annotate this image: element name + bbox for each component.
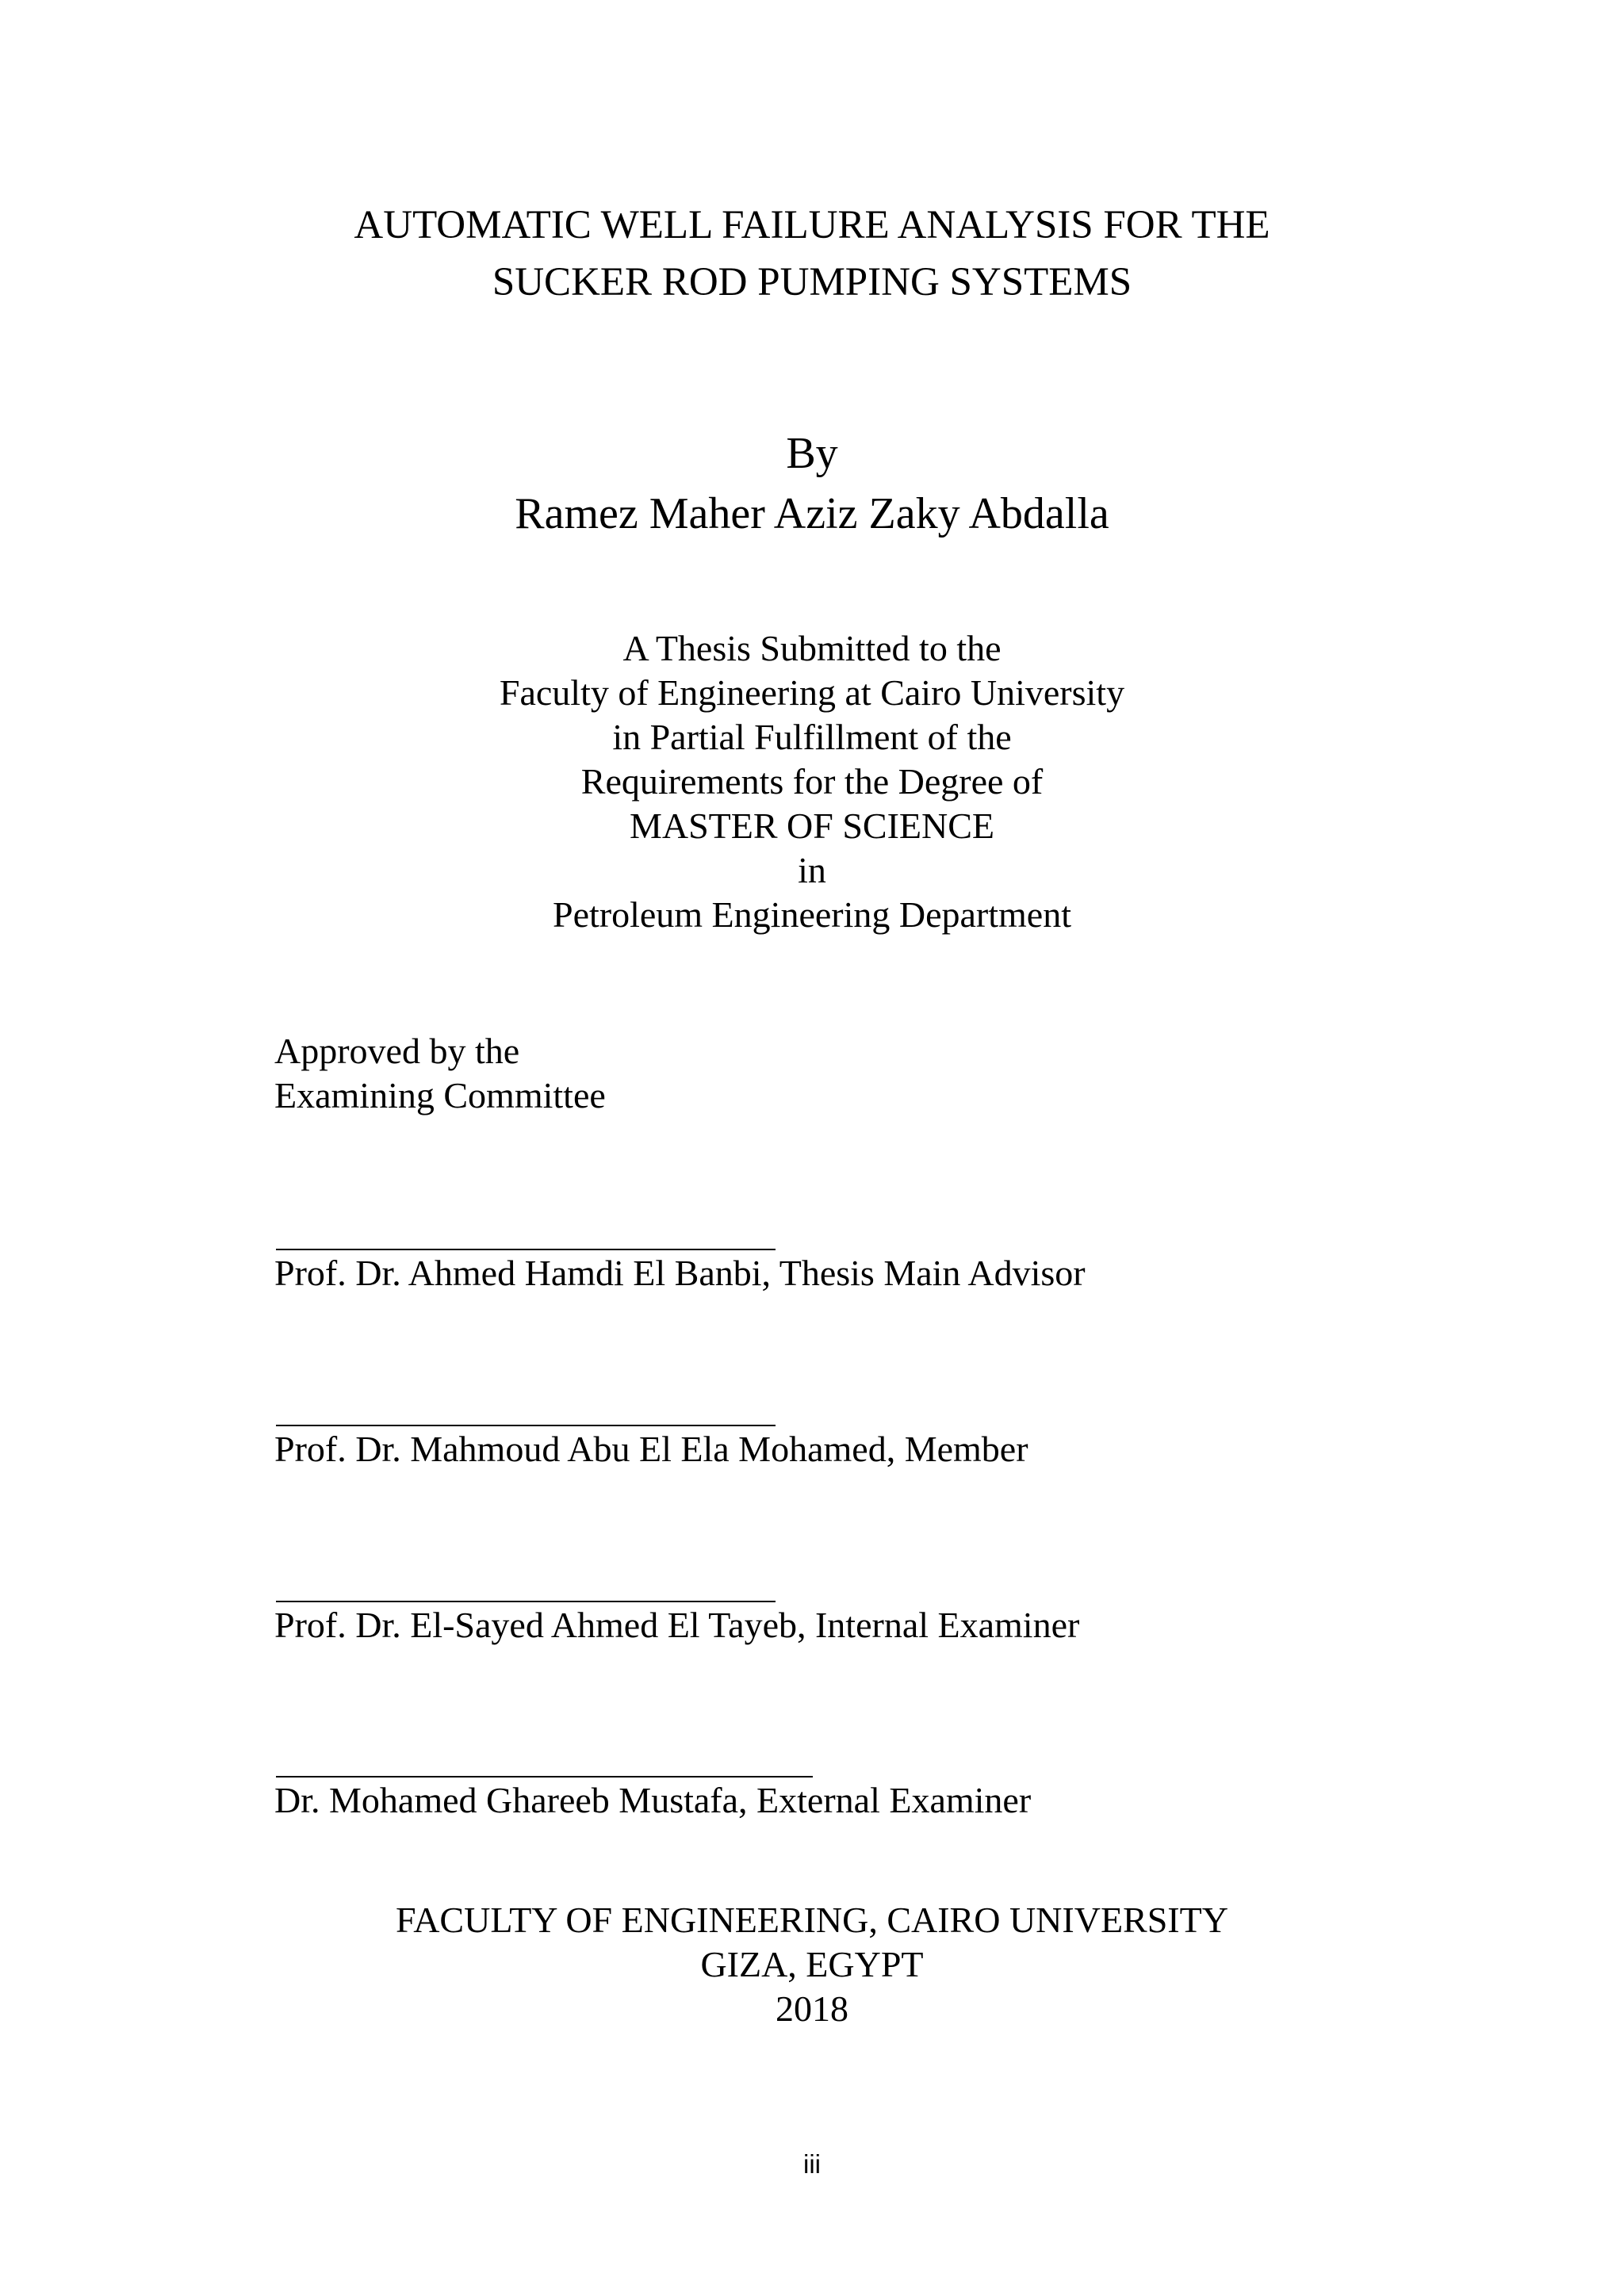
committee-member-member: Prof. Dr. Mahmoud Abu El Ela Mohamed, Member <box>274 1429 1028 1469</box>
signature-line <box>276 1425 776 1426</box>
committee-member-main-advisor: Prof. Dr. Ahmed Hamdi El Banbi, Thesis Main Advisor <box>274 1253 1086 1293</box>
thesis-title-line-1: AUTOMATIC WELL FAILURE ANALYSIS FOR THE <box>354 203 1270 247</box>
approval-line-2: Examining Committee <box>274 1075 606 1115</box>
year: 2018 <box>776 1988 848 2029</box>
committee-member-external-examiner: Dr. Mohamed Ghareeb Mustafa, External Examiner <box>274 1780 1032 1820</box>
thesis-statement-line: Faculty of Engineering at Cairo University <box>499 672 1125 713</box>
author-name: Ramez Maher Aziz Zaky Abdalla <box>515 489 1109 538</box>
by-label: By <box>786 429 838 478</box>
institution-block <box>0 1898 1624 2031</box>
committee-member-internal-examiner: Prof. Dr. El-Sayed Ahmed El Tayeb, Internal Examiner <box>274 1605 1080 1645</box>
faculty-name: FACULTY OF ENGINEERING, CAIRO UNIVERSITY <box>396 1900 1228 1940</box>
signature-line <box>276 1601 776 1602</box>
thesis-statement-line: in <box>798 850 826 890</box>
thesis-title-line-2: SUCKER ROD PUMPING SYSTEMS <box>492 260 1132 304</box>
degree-name: MASTER OF SCIENCE <box>629 806 995 846</box>
thesis-statement-line: Requirements for the Degree of <box>580 761 1044 802</box>
thesis-statement-line: in Partial Fulfillment of the <box>612 717 1012 757</box>
page-number: iii <box>803 2149 821 2179</box>
signature-line <box>276 1776 813 1777</box>
thesis-statement-line: A Thesis Submitted to the <box>622 628 1002 668</box>
location: GIZA, EGYPT <box>700 1944 924 1984</box>
department-name: Petroleum Engineering Department <box>552 894 1072 935</box>
approval-line-1: Approved by the <box>274 1031 520 1071</box>
approval-heading <box>274 1029 606 1118</box>
signature-line <box>276 1249 776 1250</box>
thesis-statement <box>0 626 1624 937</box>
thesis-title <box>0 197 1624 311</box>
